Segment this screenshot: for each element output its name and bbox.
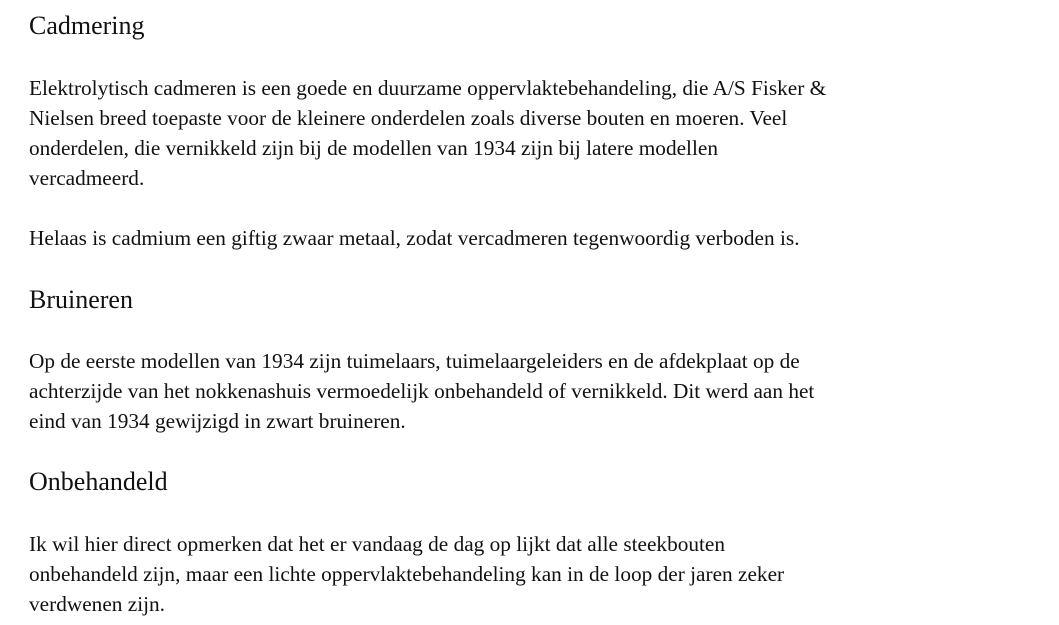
paragraph-cadmering-intro — [29, 73, 1039, 193]
section-heading-cadmering: Cadmering — [29, 11, 145, 40]
text-line: onbehandeld zijn, maar een lichte oppervlaktebehandeling kan in de loop der jaren zeker — [29, 562, 785, 586]
text-line: verdwenen zijn. — [29, 592, 166, 616]
text-line: Ik wil hier direct opmerken dat het er vandaag de dag op lijkt dat alle steekbouten — [29, 532, 726, 556]
section-heading-bruineren: Bruineren — [29, 285, 133, 314]
text-line: Op de eerste modellen van 1934 zijn tuimelaars, tuimelaargeleiders en de afdekplaat op de — [29, 349, 800, 373]
text-line: achterzijde van het nokkenashuis vermoedelijk onbehandeld of vernikkeld. Dit werd aan het — [29, 379, 815, 403]
text-line: vercadmeerd. — [29, 166, 145, 190]
text-line: Elektrolytisch cadmeren is een goede en duurzame oppervlaktebehandeling, die A/S Fisker & — [29, 76, 827, 100]
paragraph-bruineren — [29, 346, 1039, 436]
paragraph-onbehandeld — [29, 529, 1039, 619]
text-line: onderdelen, die vernikkeld zijn bij de modellen van 1934 zijn bij latere modellen — [29, 136, 718, 160]
section-heading-onbehandeld: Onbehandeld — [29, 467, 168, 496]
text-line: eind van 1934 gewijzigd in zwart bruineren. — [29, 409, 406, 433]
paragraph-cadmium-warning — [29, 223, 1039, 253]
text-line: Helaas is cadmium een giftig zwaar metaal, zodat vercadmeren tegenwoordig verboden is. — [29, 226, 800, 250]
text-line: Nielsen breed toepaste voor de kleinere onderdelen zoals diverse bouten en moeren. Veel — [29, 106, 788, 130]
